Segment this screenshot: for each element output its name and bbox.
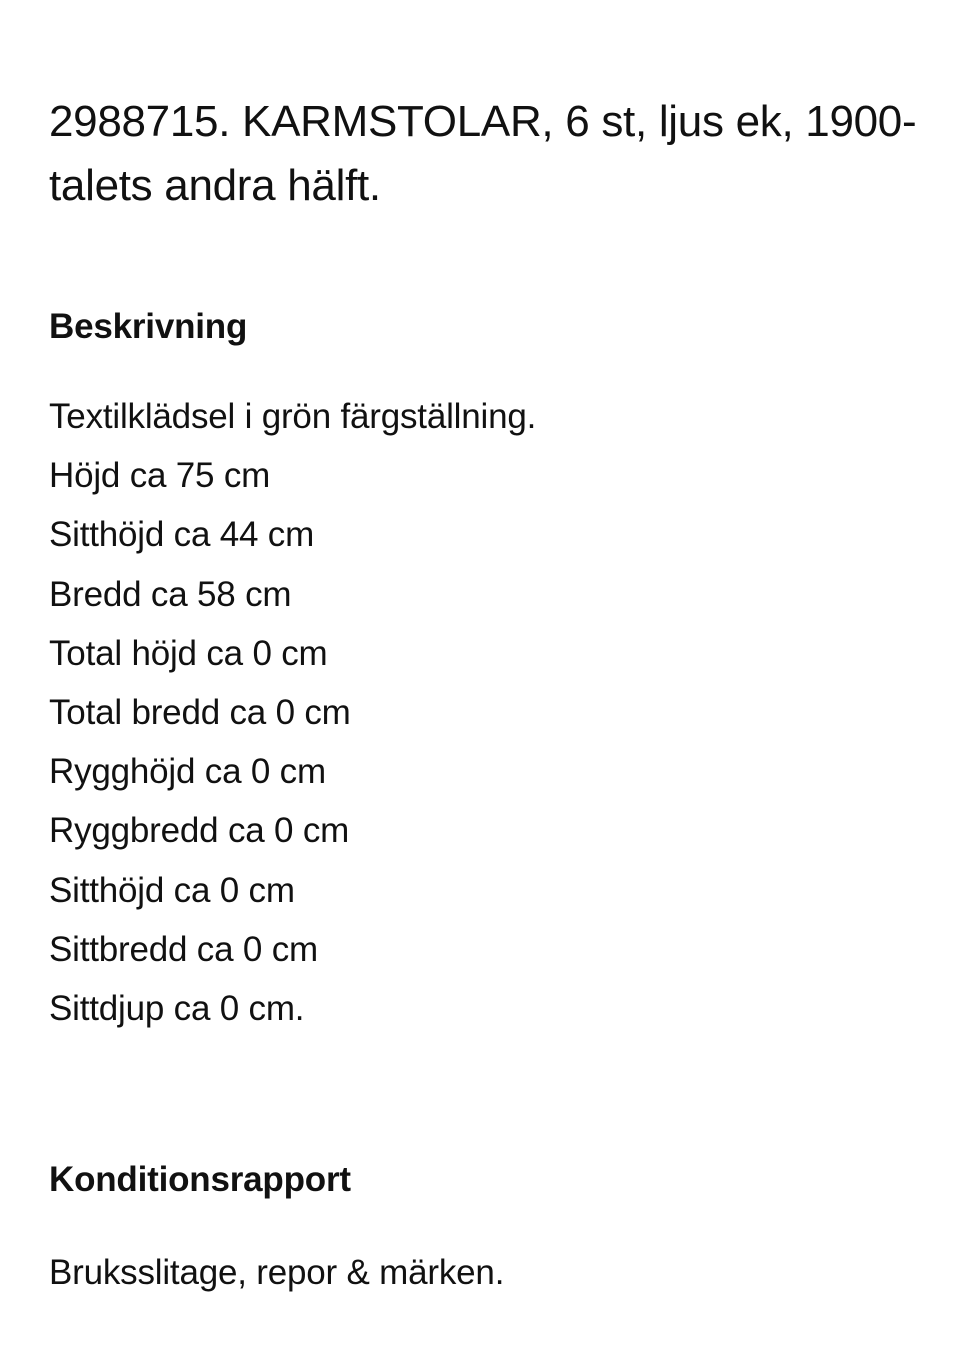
description-line: Ryggbredd ca 0 cm (49, 811, 350, 851)
condition-text: Bruksslitage, repor & märken. (49, 1253, 505, 1292)
description-line: Sitthöjd ca 44 cm (49, 515, 315, 555)
description-line: Sitthöjd ca 0 cm (49, 870, 295, 910)
description-heading: Beskrivning (49, 307, 248, 346)
description-list (49, 387, 536, 1038)
description-line: Total bredd ca 0 cm (49, 692, 351, 732)
condition-heading: Konditionsrapport (49, 1160, 351, 1199)
lot-title: 2988715. KARMSTOLAR, 6 st, ljus ek, 1900-talets andra hälft. (49, 97, 917, 210)
description-line: Bredd ca 58 cm (49, 574, 292, 614)
description-line: Höjd ca 75 cm (49, 456, 271, 496)
description-line: Sittbredd ca 0 cm (49, 929, 318, 969)
description-line: Rygghöjd ca 0 cm (49, 752, 326, 792)
description-line: Sittdjup ca 0 cm. (49, 988, 305, 1028)
description-line: Total höjd ca 0 cm (49, 633, 328, 673)
description-line: Textilklädsel i grön färgställning. (49, 397, 537, 436)
